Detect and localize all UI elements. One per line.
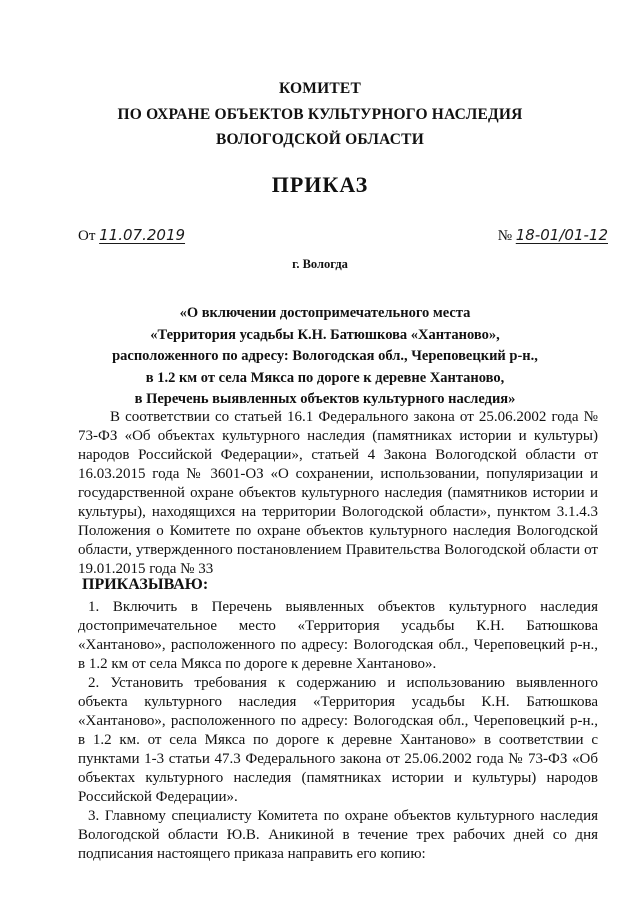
header-line-committee: КОМИТЕТ — [278, 80, 361, 97]
order-item-2: 2. Установить требования к содержанию и использованию выявленного объекта культурного наследия «Территория усадьбы К.Н. Батюшкова «Хантаново», расположенного по адресу: Вологодская обл., Череповецкий р-н., в 1.2 км. от села Мякса по дороге к деревне Хантаново» в соответствии с пунктами 1-3 статьи 47.3 Федерального закона от 25.06.2002 года № 73-ФЗ «Об объектах культурного наследия (памятниках истории и культуры) народов Российской Федерации». — [78, 675, 598, 805]
subject-line: расположенного по адресу: Вологодская обл., Череповецкий р-н., — [112, 348, 538, 364]
number-handwritten: 18-01/01-12 — [515, 226, 608, 244]
order-label: ПРИКАЗЫВАЮ: — [82, 576, 209, 593]
order-item-3: 3. Главному специалисту Комитета по охране объектов культурного наследия Вологодской области Ю.В. Аникиной в течение трех рабочих дней со дня подписания настоящего приказа направить его копию: — [78, 808, 598, 862]
order-subject — [60, 303, 590, 411]
header-line-protection: ПО ОХРАНЕ ОБЪЕКТОВ КУЛЬТУРНОГО НАСЛЕДИЯ — [117, 106, 523, 123]
preamble-paragraph: В соответствии со статьей 16.1 Федерального закона от 25.06.2002 года № 73-ФЗ «Об объектах культурного наследия (памятниках истории и культуры) народов Российской Федерации», статьей 4 Закона Вологодской области от 16.03.2015 года № 3601-ОЗ «О сохранении, использовании, популяризации и государственной охране объектов культурного наследия (памятников истории и культуры), находящихся на территории Вологодской области», пунктом 3.1.4.3 Положения о Комитете по охране объектов культурного наследия Вологодской области, утвержденного постановлением Правительства Вологодской области от 19.01.2015 года № 33 — [78, 409, 598, 577]
date-prefix: От — [78, 228, 96, 244]
header-line-region: ВОЛОГОДСКОЙ ОБЛАСТИ — [216, 131, 424, 148]
date-block — [78, 226, 185, 245]
order-items — [78, 598, 598, 864]
document-type-title: ПРИКАЗ — [271, 172, 369, 197]
number-prefix: № — [497, 228, 513, 244]
number-block — [498, 226, 608, 245]
subject-line: «О включении достопримечательного места — [179, 305, 471, 321]
date-handwritten: 11.07.2019 — [99, 226, 186, 244]
subject-line: в 1.2 км от села Мякса по дороге к деревне Хантаново, — [145, 369, 505, 386]
city-line: г. Вологда — [292, 257, 348, 271]
subject-line: в Перечень выявленных объектов культурного наследия» — [134, 391, 516, 407]
subject-line: «Территория усадьбы К.Н. Батюшкова «Хантаново», — [150, 326, 500, 343]
order-item-1: 1. Включить в Перечень выявленных объектов культурного наследия достопримечательное место «Территория усадьбы К.Н. Батюшкова «Хантаново», расположенного по адресу: Вологодская обл., Череповецкий р-н., в 1.2 км от села Мякса по дороге к деревне Хантаново». — [78, 599, 598, 672]
